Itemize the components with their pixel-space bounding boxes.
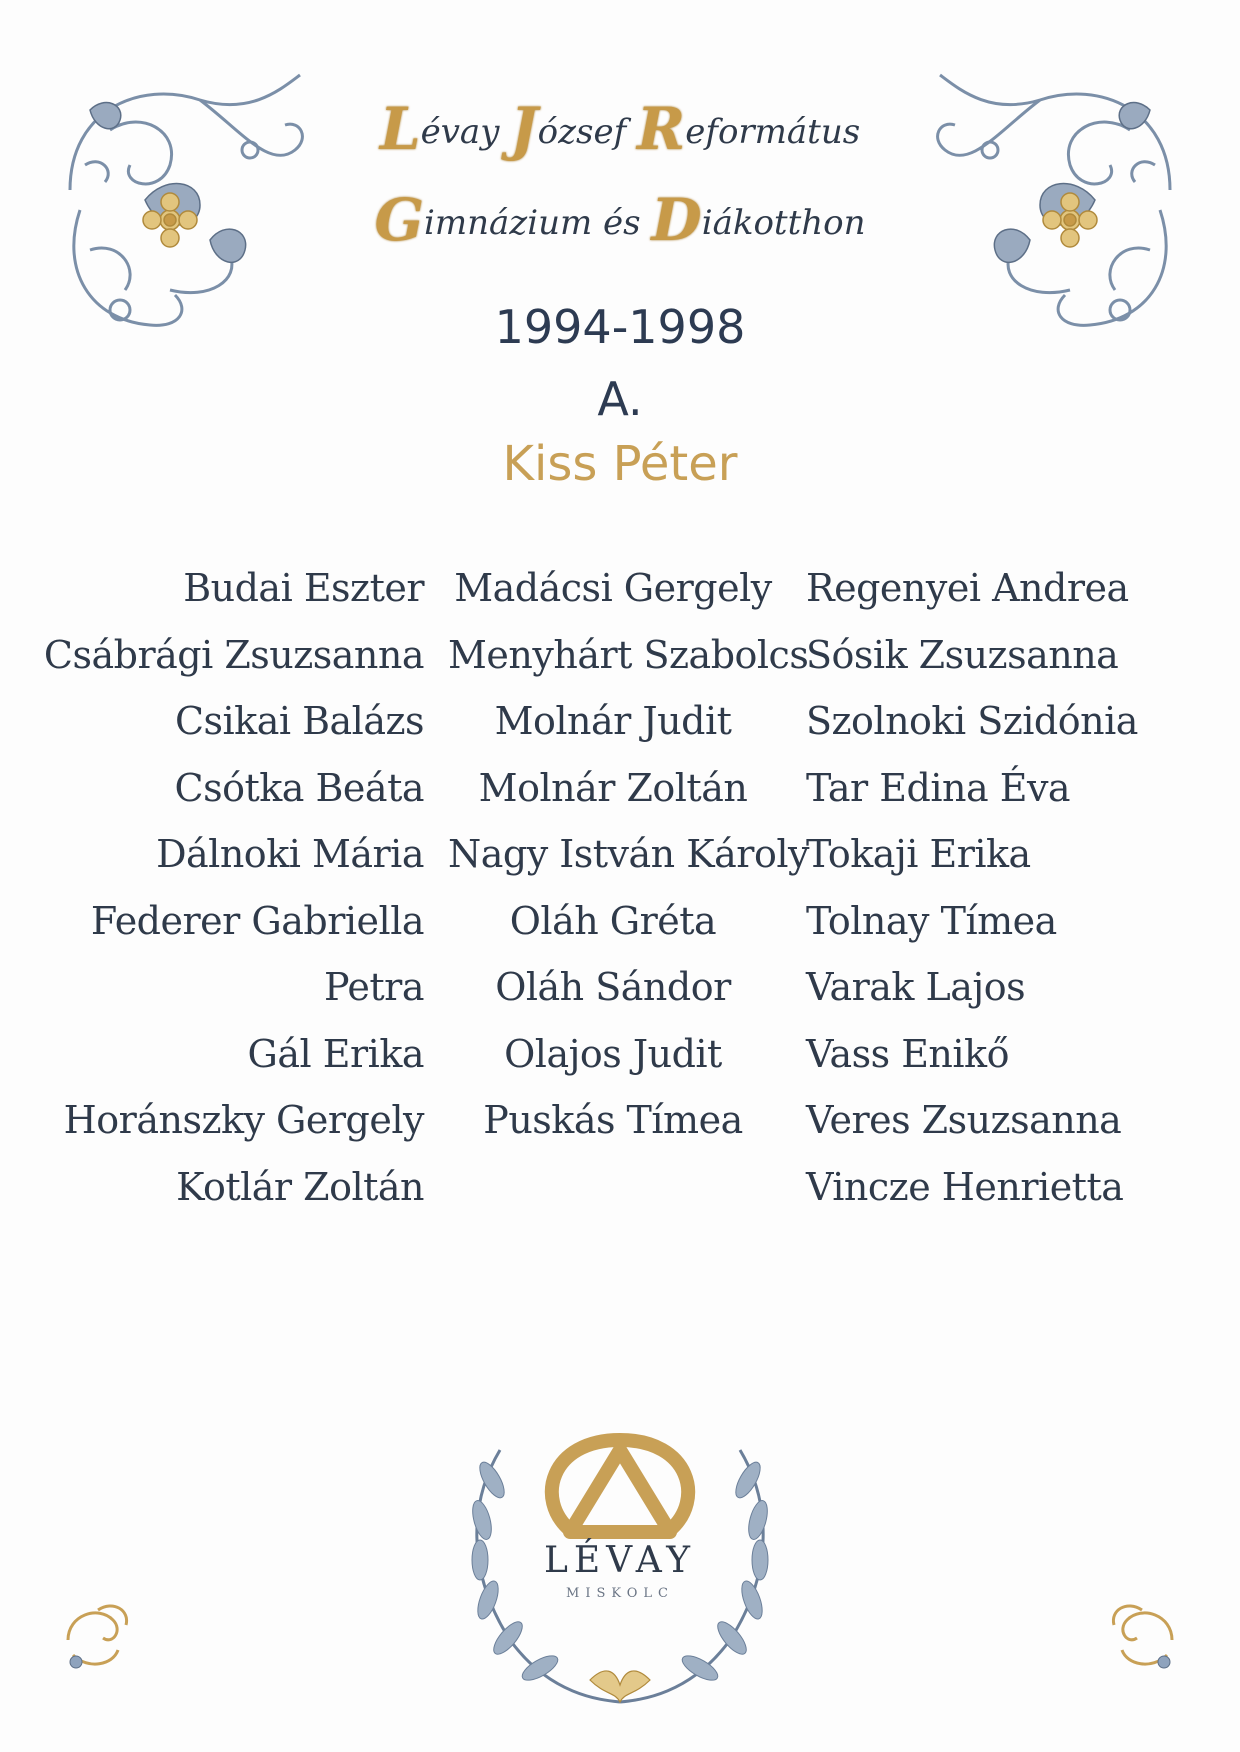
- flower-icon: [1158, 1656, 1170, 1668]
- student-name: Tolnay Tímea: [806, 898, 1057, 943]
- student-name: Molnár Zoltán: [478, 765, 748, 810]
- class-years: 1994-1998: [494, 300, 746, 354]
- alpha-omega-icon: [552, 1440, 688, 1532]
- initial-letter: J: [510, 95, 538, 163]
- student-name: Csábrági Zsuzsanna: [43, 632, 424, 677]
- student-name: Gál Erika: [247, 1031, 424, 1076]
- flower-icon: [70, 1656, 82, 1668]
- student-name: Dálnoki Mária: [156, 832, 424, 876]
- logo-wordmark: LÉVAY: [543, 1540, 697, 1581]
- student-name: Csikai Balázs: [174, 699, 424, 743]
- student-name: Nagy István Károly: [448, 832, 809, 876]
- school-name: [300, 85, 940, 267]
- student-name: Molnár Judit: [494, 699, 732, 743]
- student-name: Varak Lajos: [806, 965, 1026, 1009]
- student-column-2: [448, 555, 809, 1154]
- student-name: Tokaji Erika: [806, 832, 1031, 876]
- student-name: Vincze Henrietta: [806, 1164, 1124, 1209]
- school-name-line-1: Lévay József Református: [300, 85, 940, 176]
- initial-letter: G: [374, 186, 424, 254]
- student-name: Petra: [324, 965, 424, 1009]
- student-name: Menyhárt Szabolcs: [448, 632, 809, 677]
- logo-city: MISKOLC: [566, 1586, 674, 1601]
- student-name: Csótka Beáta: [174, 765, 424, 810]
- student-name: Budai Eszter: [183, 566, 424, 610]
- initial-letter: R: [637, 95, 686, 163]
- student-name: Veres Zsuzsanna: [806, 1098, 1122, 1142]
- school-name-line-2: Gimnázium és Diákotthon: [300, 176, 940, 267]
- initial-letter: D: [651, 186, 702, 254]
- student-column-1: [40, 555, 424, 1220]
- student-name: Szolnoki Szidónia: [806, 699, 1138, 743]
- student-name: Vass Enikő: [806, 1031, 1009, 1076]
- student-name: Madácsi Gergely: [454, 566, 772, 610]
- student-name: Horánszky Gergely: [63, 1098, 424, 1142]
- student-name: Federer Gabriella: [90, 898, 424, 943]
- ornament-corner-bottom-left: [58, 1600, 138, 1680]
- student-name: Olajos Judit: [504, 1031, 722, 1076]
- class-teacher: Kiss Péter: [502, 436, 738, 492]
- ornament-corner-bottom-right: [1102, 1600, 1182, 1680]
- student-name: Puskás Tímea: [483, 1098, 743, 1142]
- student-name: Tar Edina Éva: [806, 765, 1071, 810]
- initial-letter: L: [379, 95, 421, 163]
- student-name: Oláh Gréta: [509, 898, 717, 943]
- student-name: Regenyei Andrea: [806, 566, 1129, 610]
- student-name: Oláh Sándor: [495, 965, 731, 1009]
- student-name: Sósik Zsuzsanna: [806, 632, 1119, 677]
- class-letter: A.: [597, 372, 643, 426]
- student-column-3: [806, 555, 1206, 1220]
- student-name: Kotlár Zoltán: [176, 1164, 424, 1209]
